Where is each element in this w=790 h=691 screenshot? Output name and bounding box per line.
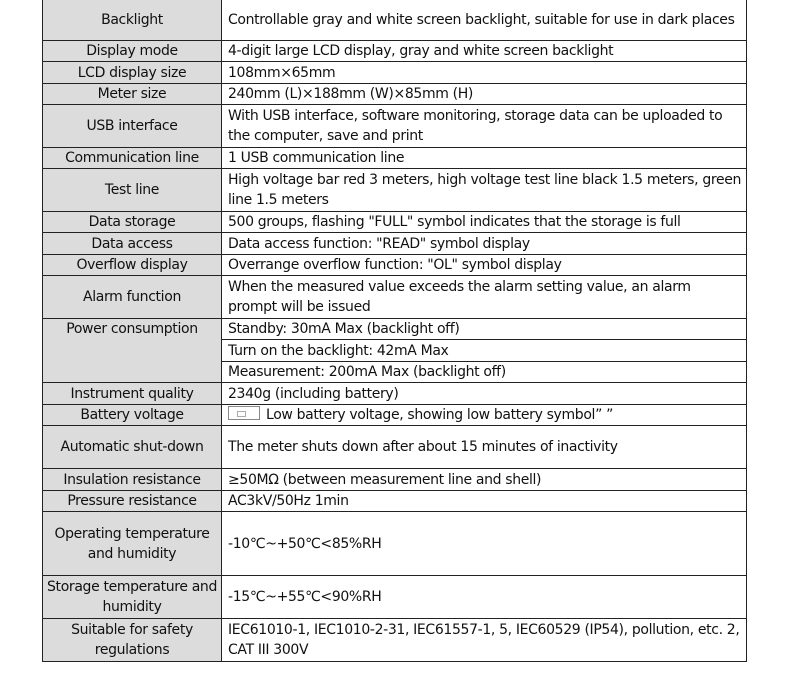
battery-icon [228, 406, 260, 420]
spec-label: Backlight [43, 0, 222, 41]
spec-value: 1 USB communication line [222, 148, 747, 169]
spec-value: Data access function: "READ" symbol display [222, 233, 747, 255]
table-row [43, 619, 747, 662]
spec-value: IEC61010-1, IEC1010-2-31, IEC61557-1, 5, IEC60529 (IP54), pollution, etc. 2, CAT III 300V [222, 619, 747, 662]
spec-label: Storage temperature and humidity [43, 576, 222, 619]
table-row [43, 469, 747, 491]
spec-value: AC3kV/50Hz 1min [222, 491, 747, 512]
table-row [43, 41, 747, 62]
spec-label: Alarm function [43, 276, 222, 319]
spec-value: ≥50MΩ (between measurement line and shell) [222, 469, 747, 491]
spec-value: The meter shuts down after about 15 minutes of inactivity [222, 426, 747, 469]
spec-value: -10℃~+50℃<85%RH [222, 512, 747, 576]
spec-value: Low battery voltage, showing low battery symbol” ” [266, 407, 613, 423]
spec-label: LCD display size [43, 62, 222, 84]
spec-value: Standby: 30mA Max (backlight off) [222, 319, 747, 340]
table-row [43, 212, 747, 233]
spec-label: Data access [43, 233, 222, 255]
spec-value: 500 groups, flashing "FULL" symbol indicates that the storage is full [222, 212, 747, 233]
spec-label: Pressure resistance [43, 491, 222, 512]
spec-label: Power consumption [43, 319, 222, 383]
table-row [43, 319, 747, 340]
table-row [43, 148, 747, 169]
table-row [43, 426, 747, 469]
specifications-table [42, 0, 747, 662]
table-row [43, 169, 747, 212]
spec-value: 2340g (including battery) [222, 383, 747, 405]
spec-value: Measurement: 200mA Max (backlight off) [222, 362, 747, 383]
spec-value: 4-digit large LCD display, gray and white screen backlight [222, 41, 747, 62]
table-row [43, 405, 747, 426]
spec-value: Controllable gray and white screen backlight, suitable for use in dark places [222, 0, 747, 41]
spec-value: With USB interface, software monitoring, storage data can be uploaded to the computer, save and print [222, 105, 747, 148]
table-row [43, 84, 747, 105]
spec-value: When the measured value exceeds the alarm setting value, an alarm prompt will be issued [222, 276, 747, 319]
spec-label: Communication line [43, 148, 222, 169]
table-row [43, 491, 747, 512]
spec-label: Display mode [43, 41, 222, 62]
table-row [43, 576, 747, 619]
spec-label: Operating temperature and humidity [43, 512, 222, 576]
spec-label: Insulation resistance [43, 469, 222, 491]
table-row [43, 383, 747, 405]
table-row [43, 105, 747, 148]
table-row [43, 255, 747, 276]
spec-value: 240mm (L)×188mm (W)×85mm (H) [222, 84, 747, 105]
spec-label: Battery voltage [43, 405, 222, 426]
spec-value: 108mm×65mm [222, 62, 747, 84]
spec-value: Turn on the backlight: 42mA Max [222, 340, 747, 362]
spec-value-with-icon [222, 405, 747, 426]
spec-label: Suitable for safety regulations [43, 619, 222, 662]
spec-value: Overrange overflow function: "OL" symbol display [222, 255, 747, 276]
table-row [43, 0, 747, 41]
table-row [43, 276, 747, 319]
spec-label: USB interface [43, 105, 222, 148]
table-row [43, 512, 747, 576]
spec-label: Meter size [43, 84, 222, 105]
spec-label: Automatic shut-down [43, 426, 222, 469]
spec-value: High voltage bar red 3 meters, high voltage test line black 1.5 meters, green line 1.5 meters [222, 169, 747, 212]
spec-value: -15℃~+55℃<90%RH [222, 576, 747, 619]
table-row [43, 62, 747, 84]
spec-label: Test line [43, 169, 222, 212]
spec-label: Overflow display [43, 255, 222, 276]
spec-label: Instrument quality [43, 383, 222, 405]
spec-label: Data storage [43, 212, 222, 233]
table-row [43, 233, 747, 255]
